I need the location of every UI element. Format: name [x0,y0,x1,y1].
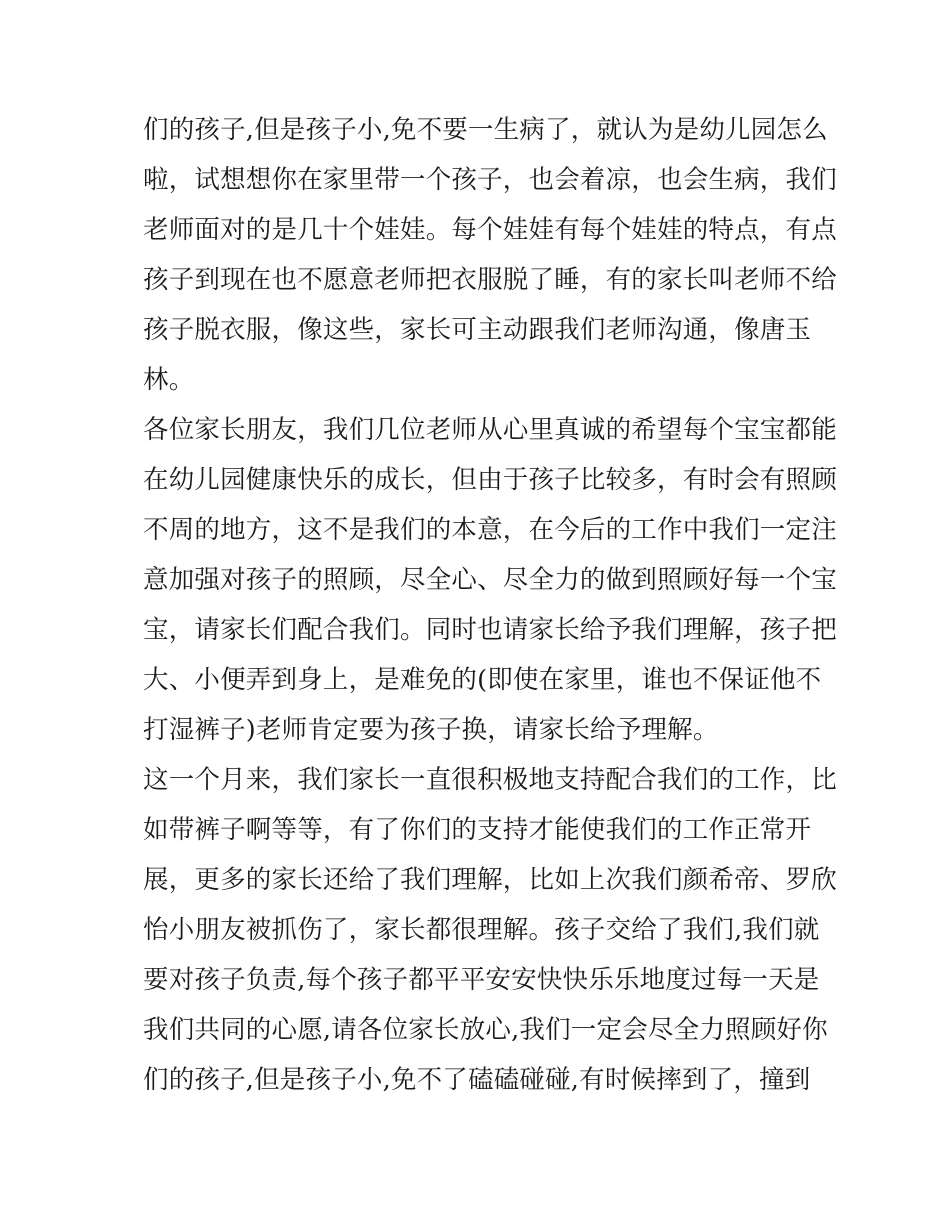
text-line: 我们共同的心愿,请各位家长放心,我们一定会尽全力照顾好你 [143,1015,828,1045]
text-line: 在幼儿园健康快乐的成长，但由于孩子比较多，有时会有照顾 [143,465,837,495]
text-line: 如带裤子啊等等，有了你们的支持才能使我们的工作正常开 [143,815,812,845]
text-line: 们的孩子,但是孩子小,免不了磕磕碰碰,有时候摔到了，撞到 [143,1065,811,1095]
text-line: 展，更多的家长还给了我们理解，比如上次我们颜希帝、罗欣 [143,865,837,895]
text-line: 不周的地方，这不是我们的本意，在今后的工作中我们一定注 [143,515,837,545]
text-line: 要对孩子负责,每个孩子都平平安安快快乐乐地度过每一天是 [143,965,820,995]
text-line: 宝，请家长们配合我们。同时也请家长给予我们理解，孩子把 [143,615,837,645]
text-line: 打湿裤子)老师肯定要为孩子换，请家长给予理解。 [143,715,719,745]
text-line: 林。 [143,365,195,395]
text-line: 孩子脱衣服，像这些，家长可主动跟我们老师沟通，像唐玉 [143,315,812,345]
text-line: 大、小便弄到身上，是难免的(即使在家里，谁也不保证他不 [143,665,822,695]
text-line: 啦，试想想你在家里带一个孩子，也会着凉，也会生病，我们 [143,165,837,195]
text-line: 各位家长朋友，我们几位老师从心里真诚的希望每个宝宝都能 [143,415,837,445]
text-line: 们的孩子,但是孩子小,免不要一生病了，就认为是幼儿园怎么 [143,115,828,145]
text-line: 这一个月来，我们家长一直很积极地支持配合我们的工作，比 [143,765,837,795]
text-line: 老师面对的是几十个娃娃。每个娃娃有每个娃娃的特点，有点 [143,215,837,245]
text-line: 怡小朋友被抓伤了，家长都很理解。孩子交给了我们,我们就 [143,915,820,945]
text-line: 孩子到现在也不愿意老师把衣服脱了睡，有的家长叫老师不给 [143,265,837,295]
text-line: 意加强对孩子的照顾，尽全心、尽全力的做到照顾好每一个宝 [143,565,837,595]
